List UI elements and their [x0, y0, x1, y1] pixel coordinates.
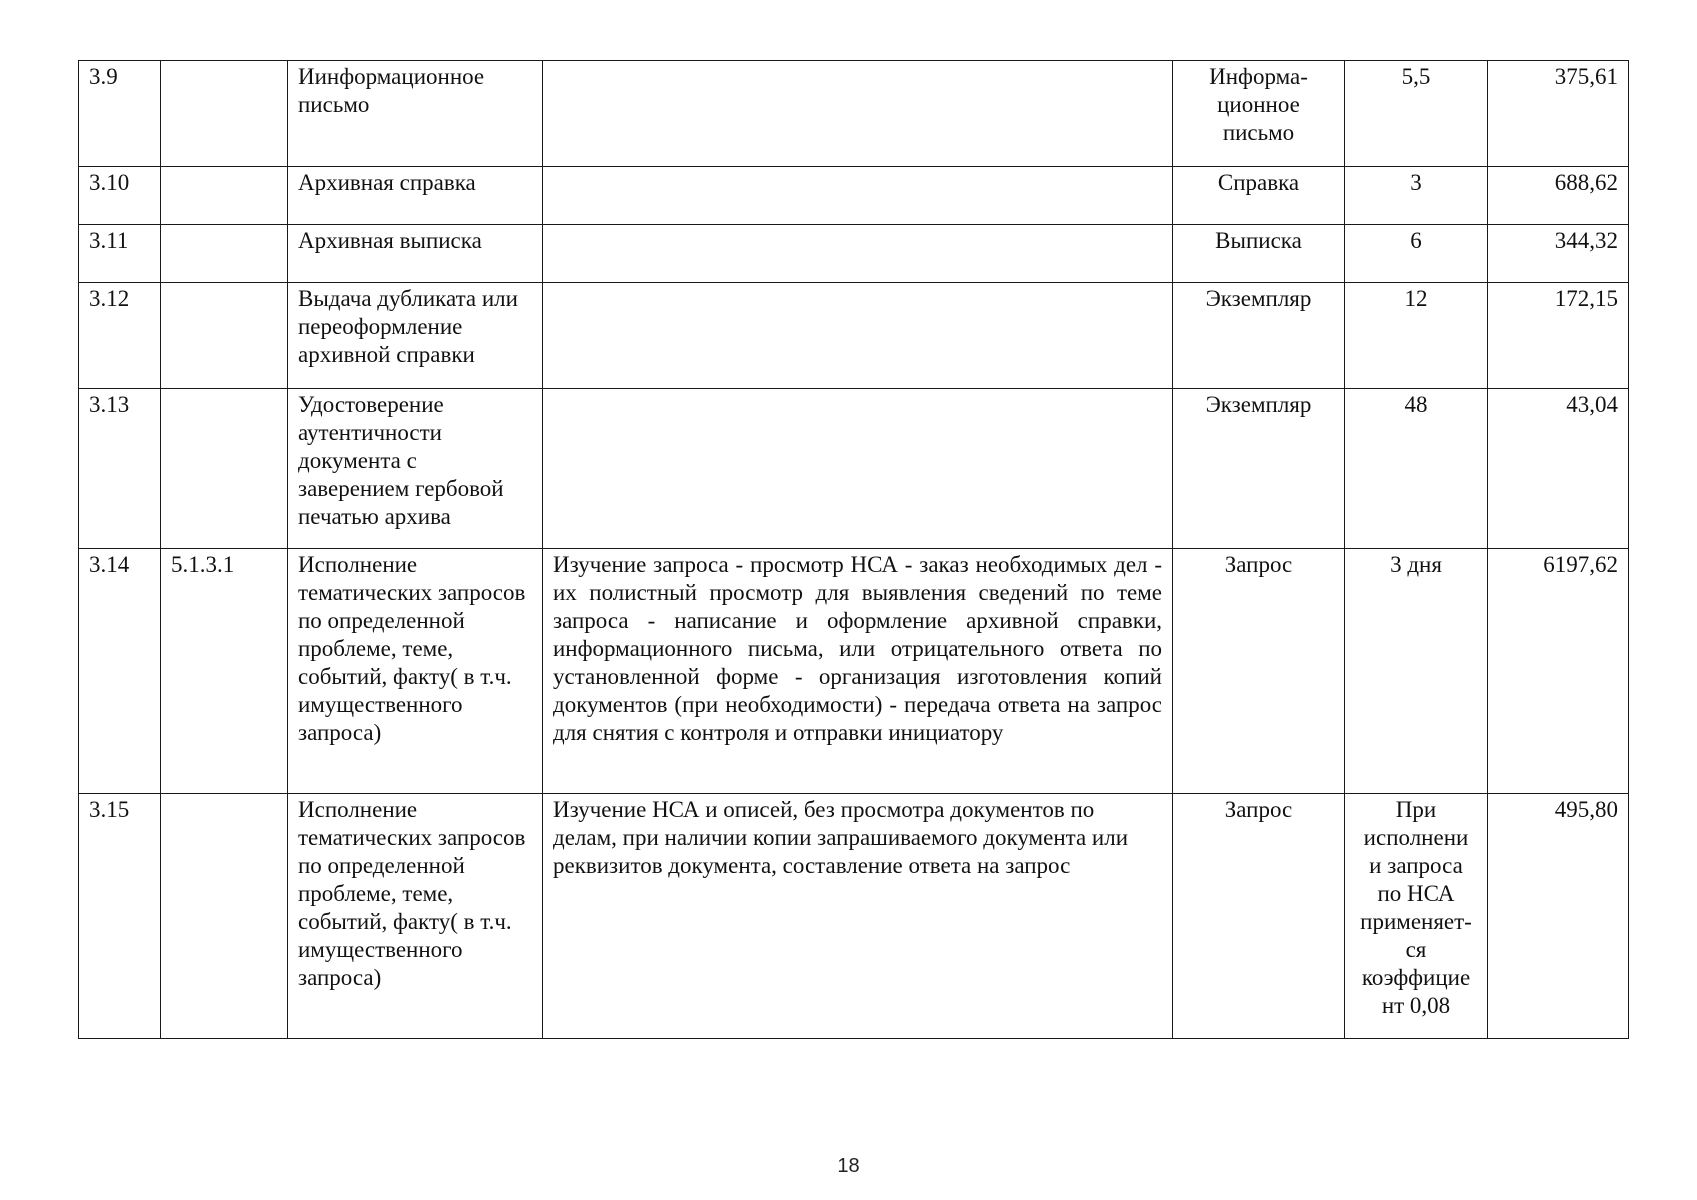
unit-cell: Выписка	[1173, 225, 1345, 283]
norm-cell: 3 дня	[1345, 549, 1488, 794]
unit-cell: Справка	[1173, 167, 1345, 225]
norm-cell: 12	[1345, 283, 1488, 389]
code-cell	[161, 225, 288, 283]
row-number-cell: 3.10	[79, 167, 161, 225]
price-cell: 6197,62	[1488, 549, 1629, 794]
code-cell	[161, 283, 288, 389]
table-row	[79, 167, 1629, 225]
table-row	[79, 549, 1629, 794]
page-number: 18	[837, 1155, 860, 1177]
unit-cell: Экземпляр	[1173, 389, 1345, 549]
norm-cell: 48	[1345, 389, 1488, 549]
services-price-table	[78, 60, 1629, 1039]
price-cell: 344,32	[1488, 225, 1629, 283]
price-cell: 43,04	[1488, 389, 1629, 549]
service-name-cell: Архивная справка	[288, 167, 543, 225]
row-number-cell: 3.12	[79, 283, 161, 389]
price-cell: 172,15	[1488, 283, 1629, 389]
code-cell	[161, 389, 288, 549]
unit-cell: Запрос	[1173, 794, 1345, 1039]
norm-cell: 6	[1345, 225, 1488, 283]
norm-cell: 3	[1345, 167, 1488, 225]
unit-cell: Информа- ционное письмо	[1173, 61, 1345, 167]
description-cell	[543, 225, 1173, 283]
description-cell	[543, 167, 1173, 225]
unit-cell: Экземпляр	[1173, 283, 1345, 389]
code-cell: 5.1.3.1	[161, 549, 288, 794]
description-cell	[543, 283, 1173, 389]
row-number-cell: 3.15	[79, 794, 161, 1039]
service-name-cell: Выдача дубликата или переоформление архивной справки	[288, 283, 543, 389]
service-name-cell: Архивная выписка	[288, 225, 543, 283]
service-name-cell: Исполнение тематических запросов по определенной проблеме, теме, событий, факту( в т.ч. имущественного запроса)	[288, 794, 543, 1039]
price-cell: 495,80	[1488, 794, 1629, 1039]
price-cell: 688,62	[1488, 167, 1629, 225]
table-row	[79, 794, 1629, 1039]
norm-cell: 5,5	[1345, 61, 1488, 167]
description-cell	[543, 61, 1173, 167]
description-cell: Изучение НСА и описей, без просмотра документов по делам, при наличии копии запрашиваемого документа или реквизитов документа, составление ответа на запрос	[543, 794, 1173, 1039]
code-cell	[161, 61, 288, 167]
table-row	[79, 283, 1629, 389]
row-number-cell: 3.14	[79, 549, 161, 794]
code-cell	[161, 167, 288, 225]
unit-cell: Запрос	[1173, 549, 1345, 794]
description-cell	[543, 389, 1173, 549]
table-row	[79, 61, 1629, 167]
price-cell: 375,61	[1488, 61, 1629, 167]
service-name-cell: Иинформационное письмо	[288, 61, 543, 167]
code-cell	[161, 794, 288, 1039]
table-row	[79, 225, 1629, 283]
row-number-cell: 3.11	[79, 225, 161, 283]
row-number-cell: 3.9	[79, 61, 161, 167]
table-row	[79, 389, 1629, 549]
description-cell: Изучение запроса - просмотр НСА - заказ необходимых дел - их полистный просмотр для выявления сведений по теме запроса - написание и оформление архивной справки, информационного письма, или отрицательного ответа по установленной форме - организация изготовления копий документов (при необходимости) - передача ответа на запрос для снятия с контроля и отправки инициатору	[543, 549, 1173, 794]
service-name-cell: Удостоверение аутентичности документа с заверением гербовой печатью архива	[288, 389, 543, 549]
norm-cell: При исполнени и запроса по НСА применяет- ся коэффицие нт 0,08	[1345, 794, 1488, 1039]
row-number-cell: 3.13	[79, 389, 161, 549]
service-name-cell: Исполнение тематических запросов по определенной проблеме, теме, событий, факту( в т.ч. имущественного запроса)	[288, 549, 543, 794]
